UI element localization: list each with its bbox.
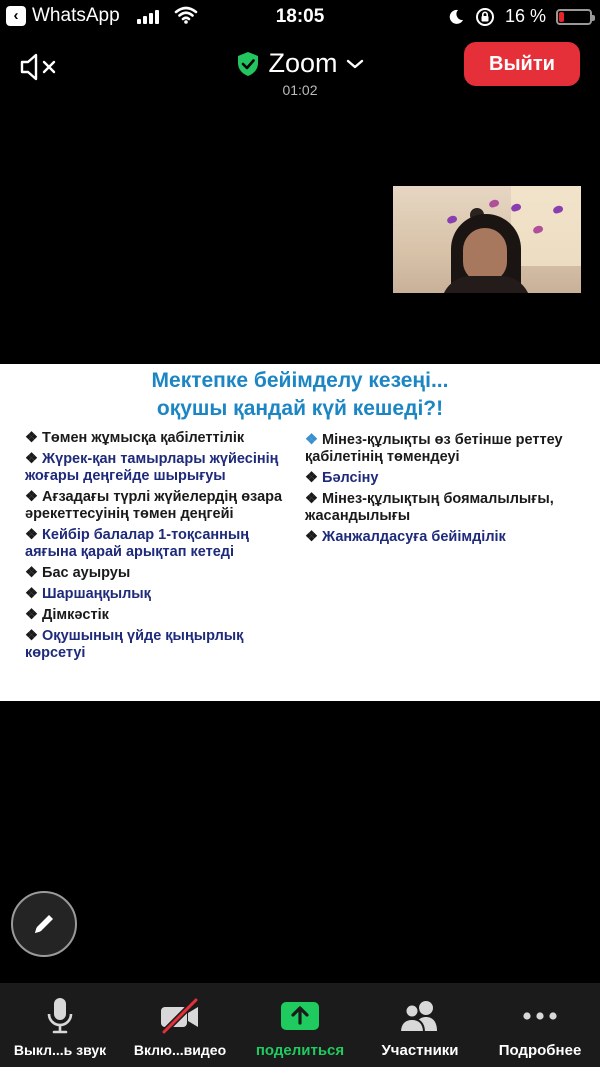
slide-bullet-item: ❖ Мінез-құлықты өз бетінше реттеу қабілетінің төмендеуі — [305, 432, 563, 465]
slide-bullet-item: ❖ Оқушының үйде қыңырлық көрсетуі — [25, 628, 244, 661]
more-label: Подробнее — [498, 1042, 582, 1059]
back-app-label: WhatsApp — [32, 5, 120, 26]
more-dots-icon — [522, 1011, 558, 1021]
slide-bullet-item: ❖ Төмен жұмысқа қабілеттілік — [25, 430, 245, 446]
participants-button[interactable] — [360, 983, 480, 1067]
slide-bullet-item: ❖ Бәлсіну — [305, 470, 379, 486]
mute-button[interactable] — [0, 983, 120, 1067]
battery-icon — [556, 9, 592, 25]
start-video-button[interactable] — [120, 983, 240, 1067]
moon-icon — [447, 8, 465, 26]
slide-bullet-item: ❖ Жанжалдасуға бейімділік — [305, 529, 506, 545]
slide-title-line-2: оқушы қандай күй кешеді?! — [156, 397, 444, 420]
share-button[interactable] — [240, 983, 360, 1067]
leave-button[interactable]: Выйти — [464, 42, 580, 86]
battery-level-fill — [559, 12, 564, 22]
more-button[interactable] — [480, 983, 600, 1067]
slide-bullet-item: ❖ Кейбір балалар 1-тоқсанның аяғына қарай арықтап кетеді — [25, 527, 250, 560]
video-off-icon — [158, 998, 202, 1034]
mute-label: Выкл...ь звук — [13, 1042, 107, 1058]
share-label: поделиться — [255, 1042, 345, 1059]
battery-percent: 16 % — [504, 6, 546, 26]
slide-bullet-item: ❖ Ағзадағы түрлі жүйелердің өзара әрекеттесуінің төмен деңгейі — [25, 489, 283, 522]
slide-bullet-item: ❖ Мінез-құлықтың боямалылығы, жасандылығы — [305, 491, 554, 524]
rotation-lock-icon — [475, 7, 495, 27]
participant-video[interactable] — [393, 186, 581, 293]
meeting-timer: 01:02 — [282, 82, 318, 98]
slide-right-column — [305, 432, 595, 550]
video-label: Вклю...видео — [133, 1042, 227, 1058]
slide-title-line-1: Мектепке бейімделу кезеңі... — [151, 369, 449, 392]
chevron-down-icon — [346, 58, 364, 70]
slide-bullet-item: ❖ Дімкәстік — [25, 607, 109, 623]
participant-face — [463, 228, 507, 282]
share-screen-icon — [280, 1000, 320, 1032]
slide-bullet-item: ❖ Жүрек-қан тамырлары жүйесінің жоғары деңгейде шырығуы — [25, 451, 279, 484]
participants-icon — [398, 999, 442, 1033]
status-bar — [0, 0, 600, 34]
zoom-header — [0, 34, 600, 104]
video-background — [511, 186, 581, 266]
meeting-toolbar — [0, 983, 600, 1067]
status-time: 18:05 — [275, 6, 325, 27]
slide-title — [0, 367, 600, 423]
shield-check-icon — [236, 51, 260, 77]
slide-bullet-item: ❖ Бас ауыруы — [25, 565, 131, 581]
microphone-icon — [45, 996, 75, 1036]
pencil-icon — [29, 909, 59, 939]
annotate-button[interactable] — [11, 891, 77, 957]
back-arrow-icon: ‹ — [6, 6, 26, 26]
shared-screen-slide — [0, 364, 600, 701]
slide-left-column — [25, 430, 295, 666]
participants-label: Участники — [381, 1042, 459, 1059]
slide-bullet-item: ❖ Шаршаңқылық — [25, 586, 151, 602]
app-name: Zoom — [268, 48, 338, 78]
